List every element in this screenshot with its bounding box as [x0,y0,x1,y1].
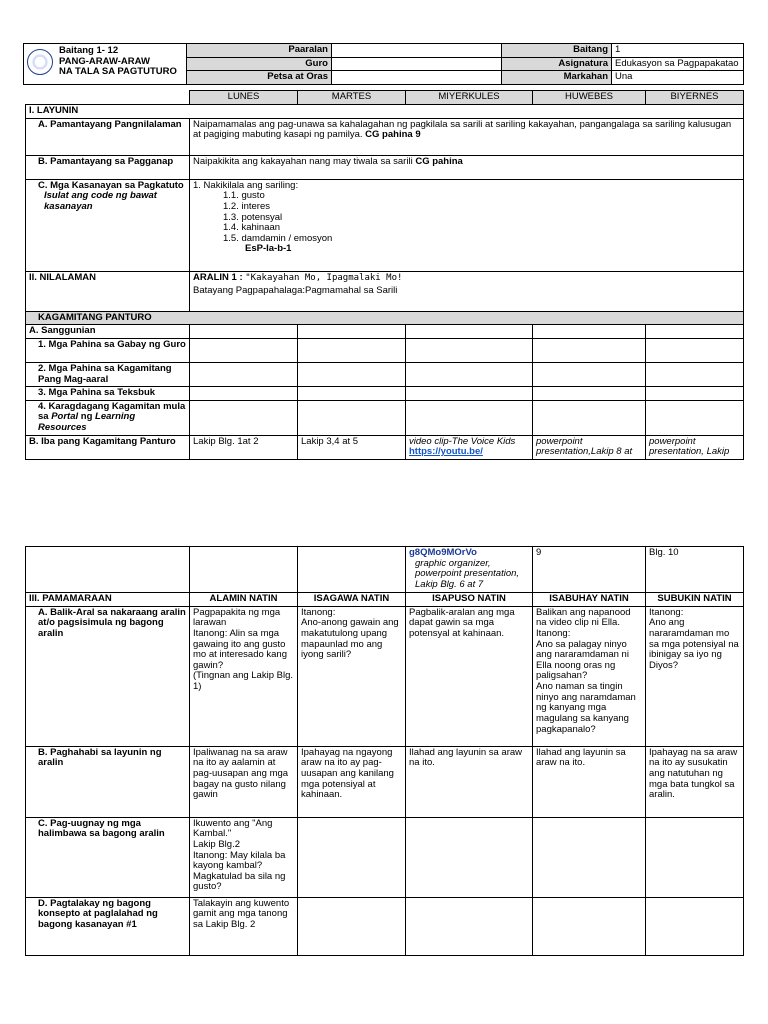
iba-pang-kagamitan-label: B. Iba pang Kagamitang Panturo [26,435,190,459]
pamamaraan-heading: III. PAMAMARAAN [26,593,190,607]
plan-table-bottom [25,546,744,956]
kasanayan-item: 1.1. gusto [223,190,265,202]
paaralan-label: Paaralan [187,44,332,58]
kasanayan-note: Isulat ang code ng bawat kasanayan [44,190,157,212]
day-biyernes: BIYERNES [646,91,744,105]
cell-pagtalakay-martes [298,897,406,955]
kagamitan-miyerkules: video clip-The Voice Kids https://youtu.be/ [406,435,533,459]
row-label-balik-aral: A. Balik-Aral sa nakaraang aralin at/o pagsisimula ng bagong aralin [26,606,190,746]
cg-ref: CG pahina [415,155,463,167]
pamantayang-pangnilalaman-label: A. Pamantayang Pangnilalaman [26,118,190,155]
karagdagang-kagamitan-label: 4. Karagdagang Kagamitan mula sa Portal ng Learning Resources [26,400,190,435]
asignatura-value: Edukasyon sa Pagpapakatao [612,57,744,71]
cell-pag-uugnay-martes [298,817,406,897]
kagamitan-huwebes: powerpoint presentation,Lakip 8 at [533,435,646,459]
sanggunian-label: A. Sanggunian [26,325,190,339]
continued-biyernes: Blg. 10 [646,547,744,593]
kasanayan-code: EsP-Ia-b-1 [245,243,292,255]
cell-pagtalakay-biyernes [646,897,744,955]
cell-paghahabi-lunes: Ipaliwanag na sa araw na ito ay aalamin at pag-uusapan ang mga bagay na gusto nilang gawin [190,746,298,817]
kasanayan-intro: 1. Nakikilala ang sariling: [193,179,299,191]
youtube-link-tail[interactable]: g8QMo9MOrVo [409,547,477,558]
col-subukin: SUBUKIN NATIN [646,593,744,607]
markahan-value: Una [612,71,744,85]
kasanayan-item: 1.2. interes [223,200,270,212]
pamantayang-pangnilalaman-text: Naipamamalas ang pag-unawa sa kahalagahan ng pagkilala sa sarili at sariling kakayahan, pangangalaga sa sariling kalusugan at pagiging mabuting kasapi ng pamilya. CG pahina 9 [190,118,744,155]
cell-pag-uugnay-biyernes [646,817,744,897]
asignatura-label: Asignatura [502,57,612,71]
batayang-pagpapahalaga: Batayang Pagpapahalaga:Pagmamahal sa Sarili [193,285,398,297]
teksbuk-label: 3. Mga Pahina sa Teksbuk [26,387,190,401]
cell-pagtalakay-huwebes [533,897,646,955]
continued-huwebes: 9 [533,547,646,593]
header-title-line-3: NA TALA SA PAGTUTURO [59,66,177,78]
kagamitan-biyernes: powerpoint presentation, Lakip [646,435,744,459]
cell-balik-aral-martes: Itanong: Ano-anong gawain ang makatutulong upang mapaunlad mo ang iyong sarili? [298,606,406,746]
cell-paghahabi-biyernes: Ipahayag na sa araw na ito ay susukatin ang natutuhan ng mga bata tungkol sa aralin. [646,746,744,817]
col-isabuhay: ISABUHAY NATIN [533,593,646,607]
cell-paghahabi-martes: Ipahayag na ngayong araw na ito ay pag-uusapan ang kanilang mga potensiyal at kahinaan. [298,746,406,817]
cell-pagtalakay-miyerkules [406,897,533,955]
plan-table-top [25,90,744,460]
cell-paghahabi-miyerkules: Ilahad ang layunin sa araw na ito. [406,746,533,817]
paaralan-value [332,44,502,58]
day-miyerkules: MIYERKULES [406,91,533,105]
row-label-pagtalakay: D. Pagtalakay ng bagong konsepto at paglalahad ng bagong kasanayan #1 [26,897,190,955]
kagamitan-martes: Lakip 3,4 at 5 [298,435,406,459]
header-title-block [24,44,187,85]
aralin-title: "Kakayahan Mo, Ipagmalaki Mo! [245,272,403,283]
header-table [23,43,744,85]
pamantayang-pagganap-text: Naipakikita ang kakayahan nang may tiwala sa sarili CG pahina [190,155,744,179]
cell-balik-aral-huwebes: Balikan ang napanood na video clip ni Ella. Itanong: Ano sa palagay ninyo ang nararamdaman ni Ella noong oras ng paligsahan? Ano naman sa tingin ninyo ang naramdaman ng kanyang mga magulang sa kanyang pagkapanalo? [533,606,646,746]
cg-ref-9: CG pahina 9 [365,129,421,141]
petsa-value [332,71,502,85]
day-huwebes: HUWEBES [533,91,646,105]
cell-balik-aral-lunes: Pagpapakita ng mga larawan Itanong: Alin sa mga gawaing ito ang gusto mo at interesado kang gawin? (Tingnan ang Lakip Blg. 1) [190,606,298,746]
cell-pagtalakay-lunes: Talakayin ang kuwento gamit ang mga tanong sa Lakip Blg. 2 [190,897,298,955]
baitang-value: 1 [612,44,744,58]
cell-balik-aral-miyerkules: Pagbalik-aralan ang mga dapat gawin sa mga potensyal at kahinaan. [406,606,533,746]
markahan-label: Markahan [502,71,612,85]
aralin-label: ARALIN 1 : [193,271,243,283]
col-isagawa: ISAGAWA NATIN [298,593,406,607]
col-isapuso: ISAPUSO NATIN [406,593,533,607]
kagamitang-mag-aaral-label: 2. Mga Pahina sa Kagamitang Pang Mag-aaral [26,362,190,386]
continued-miyerkules: g8QMo9MOrVo graphic organizer, powerpoint presentation, Lakip Blg. 6 at 7 [406,547,533,593]
kasanayan-item: 1.4. kahinaan [223,222,281,234]
nilalaman-heading: II. NILALAMAN [26,271,190,311]
deped-seal-icon [27,49,53,75]
header-title-line-2: PANG-ARAW-ARAW [59,55,150,67]
pamantayang-pagganap-label: B. Pamantayang sa Pagganap [26,155,190,179]
kasanayan-label-cell [26,179,190,271]
kasanayan-content [190,179,744,271]
day-martes: MARTES [298,91,406,105]
guro-value [332,57,502,71]
cell-pag-uugnay-huwebes [533,817,646,897]
guro-label: Guro [187,57,332,71]
row-label-pag-uugnay: C. Pag-uugnay ng mga halimbawa sa bagong aralin [26,817,190,897]
kasanayan-label: C. Mga Kasanayan sa Pagkatuto [38,179,184,191]
nilalaman-content [190,271,744,311]
gabay-guro-label: 1. Mga Pahina sa Gabay ng Guro [26,338,190,362]
header-title-line-1: Baitang 1- 12 [59,45,119,56]
cell-paghahabi-huwebes: Ilahad ang layunin sa araw na ito. [533,746,646,817]
kagamitan-lunes: Lakip Blg. 1at 2 [190,435,298,459]
layunin-heading: I. LAYUNIN [26,104,744,118]
day-lunes: LUNES [190,91,298,105]
youtube-link[interactable]: https://youtu.be/ [409,446,483,458]
kasanayan-item: 1.5. damdamin / emosyon [223,232,333,244]
cell-pag-uugnay-lunes: Ikuwento ang "Ang Kambal." Lakip Blg.2 Itanong: May kilala ba kayong kambal? Magkatulad ba sila ng gusto? [190,817,298,897]
cell-pag-uugnay-miyerkules [406,817,533,897]
col-alamin: ALAMIN NATIN [190,593,298,607]
baitang-label: Baitang [502,44,612,58]
kasanayan-item: 1.3. potensyal [223,211,283,223]
cell-balik-aral-biyernes: Itanong: Ano ang nararamdaman mo sa mga potensiyal na ibinigay sa iyo ng Diyos? [646,606,744,746]
petsa-label: Petsa at Oras [187,71,332,85]
row-label-paghahabi: B. Paghahabi sa layunin ng aralin [26,746,190,817]
kagamitan-heading: KAGAMITANG PANTURO [26,311,744,325]
